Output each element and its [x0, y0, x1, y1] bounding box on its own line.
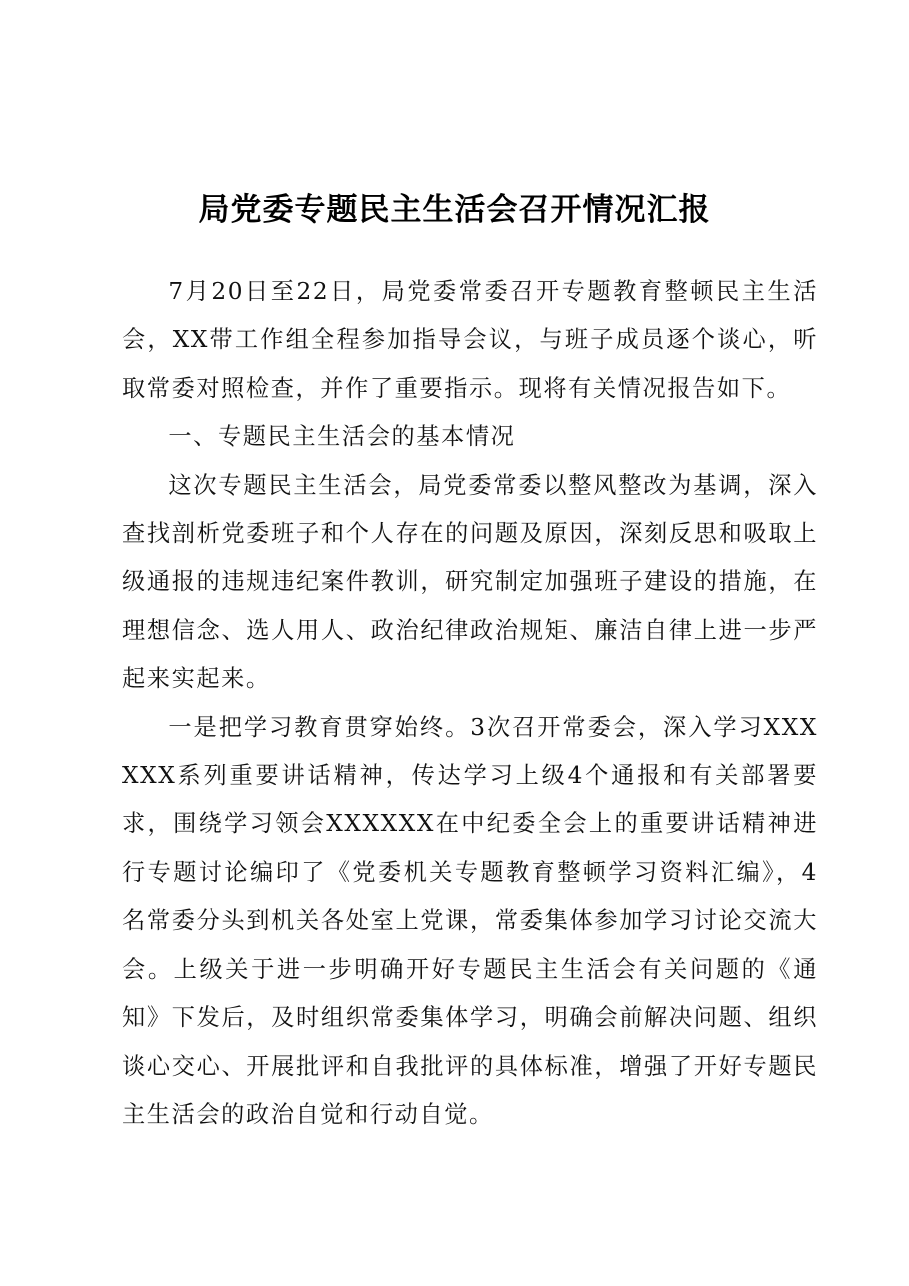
paragraph-overview: 这次专题民主生活会，局党委常委以整风整改为基调，深入查找剖析党委班子和个人存在的问题及原因，深刻反思和吸取上级通报的违规违纪案件教训，研究制定加强班子建设的措施，在理想信念、选人用人、政治纪律政治规矩、廉洁自律上进一步严起来实起来。 [122, 471, 818, 693]
document-title: 局党委专题民主生活会召开情况汇报 [198, 192, 711, 228]
section-heading-1: 一、专题民主生活会的基本情况 [168, 423, 516, 451]
paragraph-intro: 7月20日至22日，局党委常委召开专题教育整顿民主生活会，XX带工作组全程参加指导会议，与班子成员逐个谈心，听取常委对照检查，并作了重要指示。现将有关情况报告如下。 [122, 278, 818, 402]
paragraph-study: 一是把学习教育贯穿始终。3次召开常委会，深入学习XXXXXX系列重要讲话精神，传达学习上级4个通报和有关部署要求，围绕学习领会XXXXXX在中纪委全会上的重要讲话精神进行专题讨论编印了《党委机关专题教育整顿学习资料汇编》，4名常委分头到机关各处室上党课，常委集体参加学习讨论交流大会。上级关于进一步明确开好专题民主生活会有关问题的《通知》下发后，及时组织常委集体学习，明确会前解决问题、组织谈心交心、开展批评和自我批评的具体标准，增强了开好专题民主生活会的政治自觉和行动自觉。 [122, 713, 818, 1128]
document-body [122, 268, 818, 1139]
